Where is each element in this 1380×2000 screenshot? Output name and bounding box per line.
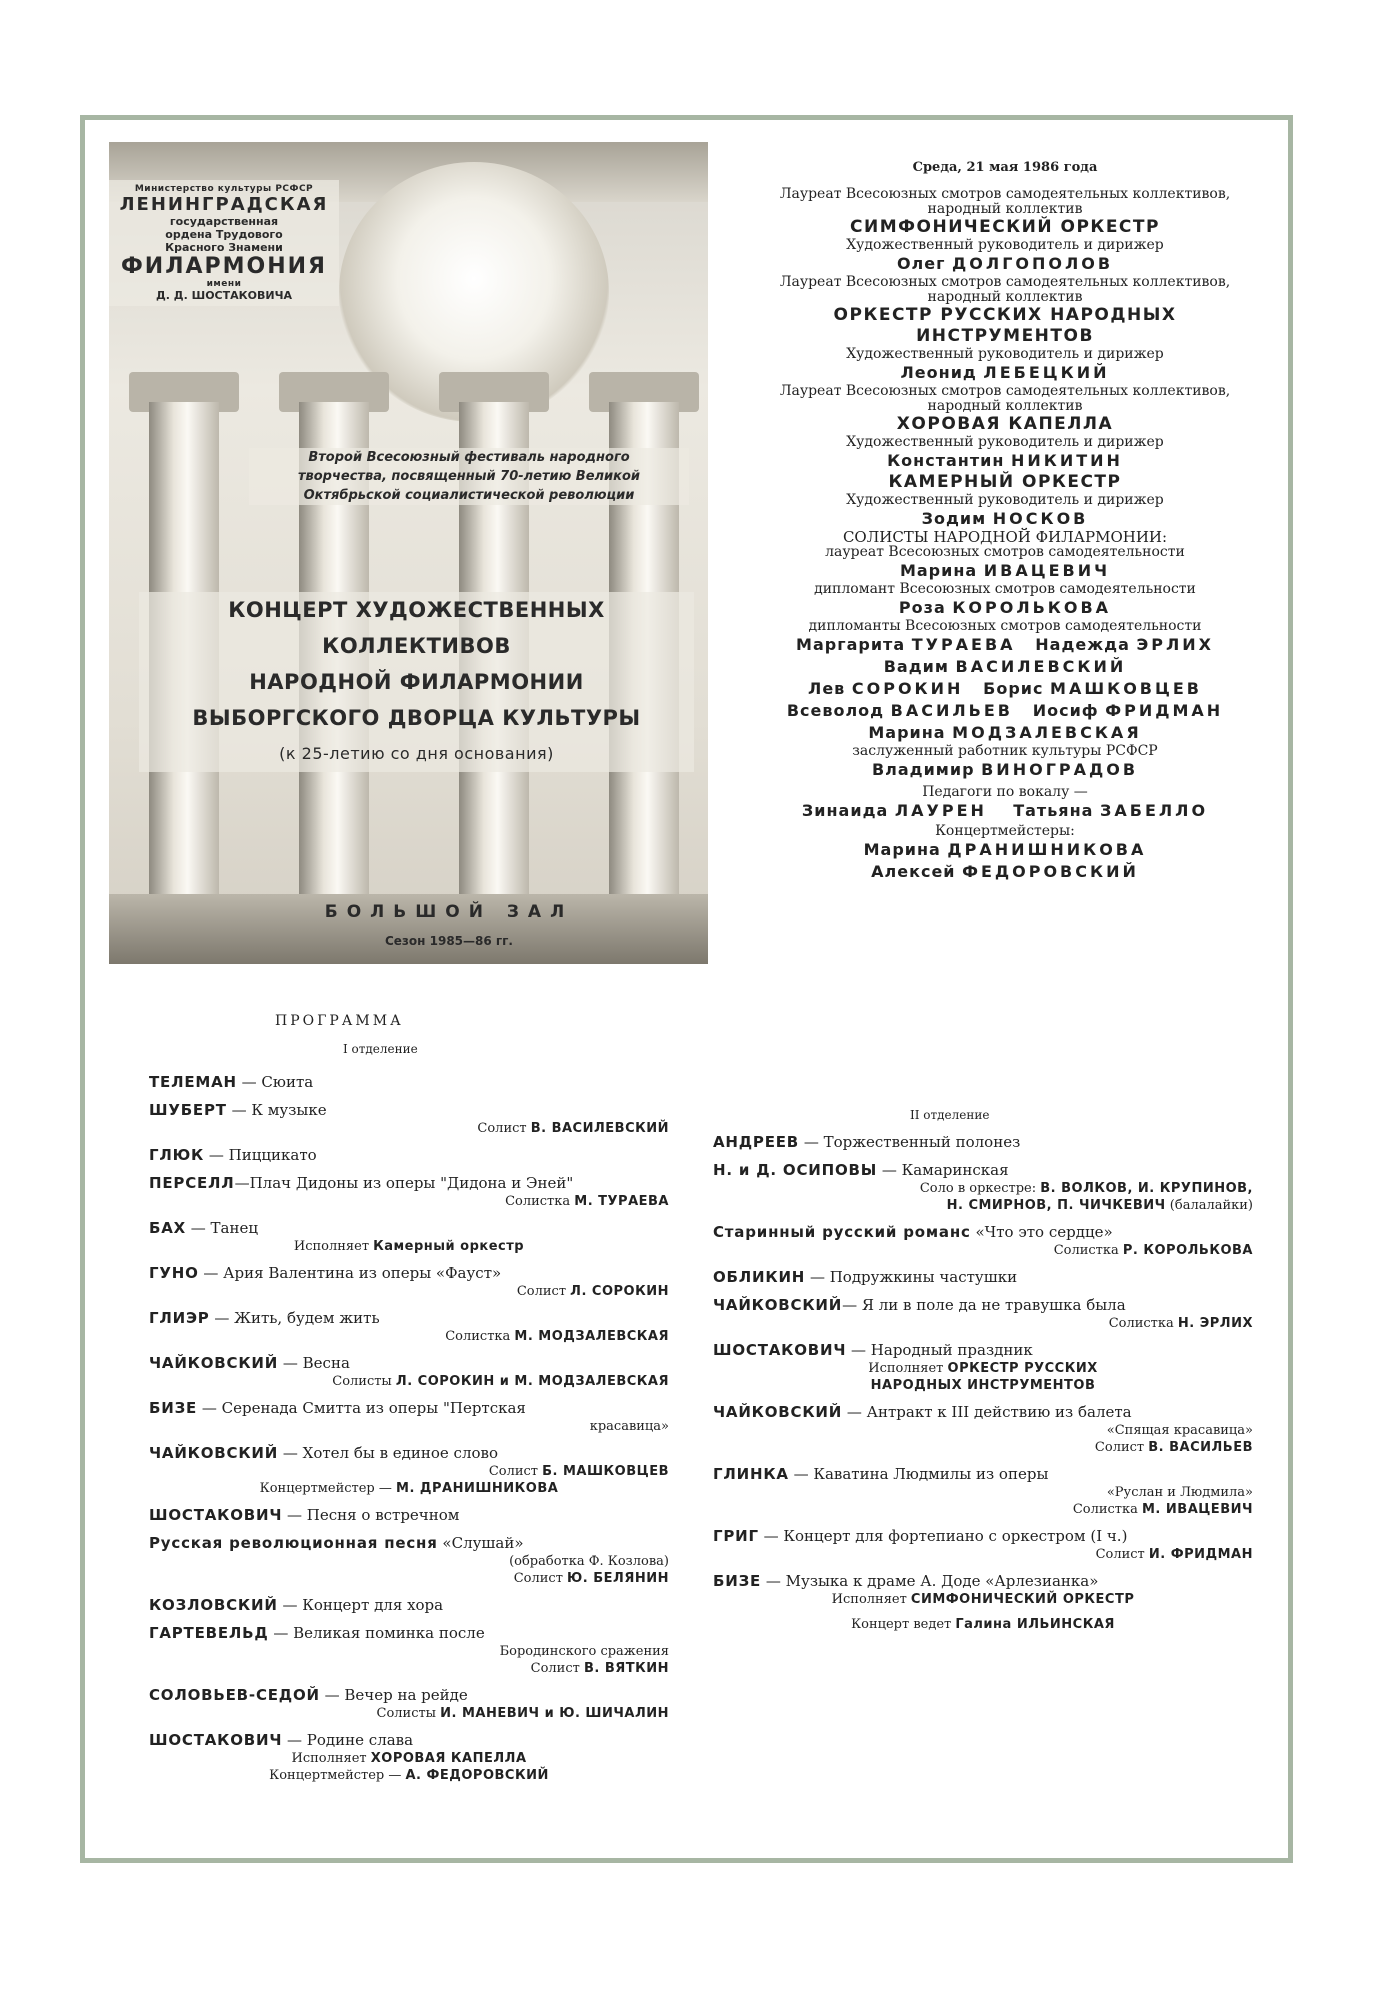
program-item: [713, 1268, 1253, 1287]
performer-name: И. ФРИДМАН: [1148, 1547, 1253, 1562]
performer-name: В. ВАСИЛЕВСКИЙ: [530, 1121, 669, 1136]
work-title-cont: (обработка Ф. Козлова): [509, 1554, 669, 1569]
program-item: [149, 1534, 669, 1587]
performer-line: [149, 1570, 669, 1587]
cast-line: Лауреат Всесоюзных смотров самодеятельных коллективов,: [779, 186, 1231, 202]
program-work-line: [713, 1133, 1253, 1152]
festival-line-3: Октябрьской социалистической революции: [303, 488, 635, 503]
composer-name: ШОСТАКОВИЧ: [149, 1506, 283, 1524]
program-item: [713, 1465, 1253, 1518]
org-header: [109, 180, 339, 306]
order-line-1: ордена Трудового: [165, 228, 283, 241]
performer-line: [713, 1591, 1253, 1608]
program-item: [713, 1572, 1253, 1608]
work-title: — Концерт для фортепиано с оркестром (I ч.): [758, 1527, 1128, 1545]
work-title-cont: «Спящая красавица»: [1106, 1423, 1253, 1438]
cast-line: дипломант Всесоюзных смотров самодеятельности: [814, 581, 1196, 597]
work-title: — Вечер на рейде: [319, 1686, 468, 1704]
program-item: [149, 1309, 669, 1345]
program-item: [149, 1146, 669, 1165]
performer-role: Солист: [513, 1571, 568, 1586]
composer-name: ШОСТАКОВИЧ: [713, 1341, 847, 1359]
composer-name: БИЗЕ: [713, 1572, 762, 1590]
program-item: [149, 1506, 669, 1525]
named-line: имени: [206, 279, 242, 289]
work-title-cont: красавица»: [589, 1419, 669, 1434]
program-item: [149, 1174, 669, 1210]
accompanists-heading: Концертмейстеры:: [935, 823, 1075, 839]
performer-line: [713, 1439, 1253, 1456]
work-title: — Родине слава: [282, 1731, 414, 1749]
work-title: — К музыке: [226, 1101, 327, 1119]
program-item: [713, 1527, 1253, 1563]
performer-name: Ю. БЕЛЯНИН: [567, 1571, 669, 1586]
performer-name: НАРОДНЫХ ИНСТРУМЕНТОВ: [870, 1378, 1096, 1393]
cast-line: Художественный руководитель и дирижер: [846, 346, 1164, 362]
program-item: [149, 1399, 669, 1435]
composer-name: ЧАЙКОВСКИЙ: [713, 1403, 843, 1421]
composer-name: Русская революционная песня: [149, 1534, 438, 1552]
program-item: [713, 1133, 1253, 1152]
season-text: Сезон 1985—86 гг.: [384, 934, 513, 948]
program-item: [713, 1341, 1253, 1394]
performer-line: [149, 1373, 669, 1390]
program-work-line: [149, 1073, 669, 1092]
teacher-names: Зинаида ЛАУРЕН Татьяна ЗАБЕЛЛО: [801, 801, 1209, 820]
cast-line: Лауреат Всесоюзных смотров самодеятельных коллективов,: [779, 274, 1231, 290]
work-title: — Камаринская: [877, 1161, 1009, 1179]
cast-line: Художественный руководитель и дирижер: [846, 237, 1164, 253]
composer-name: АНДРЕЕВ: [713, 1133, 800, 1151]
performer-role: Солисты: [376, 1706, 441, 1721]
program-work-line: [149, 1399, 669, 1418]
performer-role: Исполняет: [868, 1361, 948, 1376]
festival-text: [249, 448, 689, 505]
performer-role: Исполняет: [831, 1592, 911, 1607]
performer-name: М. ДРАНИШНИКОВА: [396, 1481, 559, 1496]
title-subtitle: (к 25-летию со дня основания): [279, 744, 554, 763]
performer-name: И. МАНЕВИЧ и Ю. ШИЧАЛИН: [440, 1706, 669, 1721]
program-item: [149, 1624, 669, 1677]
program-item: [713, 1296, 1253, 1332]
composer-name: ШУБЕРТ: [149, 1101, 227, 1119]
performer-role: Солистка: [445, 1329, 515, 1344]
soloist-name: Марина МОДЗАЛЕВСКАЯ: [868, 723, 1142, 742]
performer-role: Солистка: [1072, 1502, 1142, 1517]
composer-name: ШОСТАКОВИЧ: [149, 1731, 283, 1749]
program-work-line: [149, 1146, 669, 1165]
performer-name: Л. СОРОКИН: [570, 1284, 669, 1299]
title-line-1: КОНЦЕРТ ХУДОЖЕСТВЕННЫХ КОЛЛЕКТИВОВ: [228, 598, 605, 658]
performer-line: [149, 1238, 669, 1255]
work-title: «Слушай»: [437, 1534, 524, 1552]
program-work-line: [149, 1596, 669, 1615]
conductor-name: Леонид ЛЕБЕЦКИЙ: [900, 363, 1110, 382]
work-title: — Весна: [278, 1354, 350, 1372]
performer-name: ОРКЕСТР РУССКИХ: [947, 1361, 1098, 1376]
performer-role: Солистка: [505, 1194, 575, 1209]
composer-name: ГАРТЕВЕЛЬД: [149, 1624, 269, 1642]
work-title: — Народный праздник: [846, 1341, 1033, 1359]
performer-name: В. ВОЛКОВ, И. КРУПИНОВ,: [1040, 1181, 1253, 1196]
program-work-line: [149, 1444, 669, 1463]
work-title: — Ария Валентина из оперы «Фауст»: [198, 1264, 502, 1282]
ensemble-name: ХОРОВАЯ КАПЕЛЛА: [896, 414, 1114, 434]
program-work-line: [713, 1268, 1253, 1287]
performer-name: Р. КОРОЛЬКОВА: [1122, 1243, 1253, 1258]
cast-line: народный коллектив: [927, 289, 1083, 305]
performer-role: Солист: [477, 1121, 531, 1136]
performer-role: Соло в оркестре:: [919, 1181, 1041, 1196]
program-item: [149, 1686, 669, 1722]
program-part-2: [713, 1133, 1253, 1632]
performer-role: Исполняет: [291, 1751, 371, 1766]
performer-line: [713, 1242, 1253, 1259]
page-frame: [80, 115, 1293, 1863]
performer-role: Солист: [1094, 1440, 1149, 1455]
conductor-name: Олег ДОЛГОПОЛОВ: [896, 254, 1114, 273]
program-work-line: [713, 1527, 1253, 1546]
work-title: — Музыка к драме А. Доде «Арлезианка»: [761, 1572, 1099, 1590]
program-work-line: [149, 1731, 669, 1750]
work-title: — Сюита: [236, 1073, 314, 1091]
performer-line: [149, 1705, 669, 1722]
performer-name: М. ТУРАЕВА: [574, 1194, 669, 1209]
ensemble-name: СИМФОНИЧЕСКИЙ ОРКЕСТР: [850, 217, 1160, 237]
program-item: [713, 1223, 1253, 1259]
performer-role: Солист: [516, 1284, 571, 1299]
cast-list: [725, 160, 1285, 883]
program-part-1: [149, 1073, 669, 1793]
program-work-line: [149, 1264, 669, 1283]
cast-line: Художественный руководитель и дирижер: [846, 492, 1164, 508]
work-title: — Жить, будем жить: [209, 1309, 380, 1327]
program-item: [713, 1403, 1253, 1456]
performer-line: [149, 1750, 669, 1767]
cast-line: народный коллектив: [927, 201, 1083, 217]
program-work-line: [149, 1309, 669, 1328]
program-work-line: [149, 1534, 669, 1553]
conductor-name: Зодим НОСКОВ: [921, 509, 1089, 528]
performer-name: В. ВЯТКИН: [583, 1661, 669, 1676]
performer-line: [713, 1377, 1253, 1394]
soloist-names: Маргарита ТУРАЕВА Надежда ЭРЛИХ: [796, 635, 1214, 654]
soloist-name: Роза КОРОЛЬКОВА: [898, 598, 1112, 617]
program-item: [149, 1354, 669, 1390]
program-work-line: [149, 1174, 669, 1193]
work-title: — Песня о встречном: [282, 1506, 460, 1524]
performer-role: (балалайки): [1165, 1198, 1253, 1213]
composer-name: ОБЛИКИН: [713, 1268, 806, 1286]
ensemble-name: ОРКЕСТР РУССКИХ НАРОДНЫХ: [833, 305, 1177, 325]
program-work-line: [713, 1161, 1253, 1180]
conductor-name: Константин НИКИТИН: [887, 451, 1123, 470]
program-work-line: [149, 1101, 669, 1120]
program-work-line: [149, 1219, 669, 1238]
performer-name: СИМФОНИЧЕСКИЙ ОРКЕСТР: [910, 1592, 1135, 1607]
performer-name: А. ФЕДОРОВСКИЙ: [405, 1768, 549, 1783]
cast-line: дипломанты Всесоюзных смотров самодеятельности: [808, 618, 1202, 634]
performer-role: Солистка: [1053, 1243, 1123, 1258]
part-1-heading: I отделение: [343, 1042, 418, 1056]
performer-line: [149, 1328, 669, 1345]
work-title: — Пиццикато: [204, 1146, 317, 1164]
performer-line: [713, 1315, 1253, 1332]
performer-line: [713, 1360, 1253, 1377]
cast-line: народный коллектив: [927, 398, 1083, 414]
performer-name: Н. СМИРНОВ, П. ЧИЧКЕВИЧ: [946, 1198, 1166, 1213]
composer-name: ГЛИЭР: [149, 1309, 210, 1327]
work-title: «Что это сердце»: [970, 1223, 1113, 1241]
performer-role: Солистка: [1108, 1316, 1178, 1331]
soloist-name: Владимир ВИНОГРАДОВ: [871, 760, 1139, 779]
performer-role: Солист: [488, 1464, 543, 1479]
program-work-line: [713, 1403, 1253, 1422]
performer-name: В. ВАСИЛЬЕВ: [1148, 1440, 1253, 1455]
program-work-line: [149, 1506, 669, 1525]
composer-name: ЧАЙКОВСКИЙ: [149, 1354, 279, 1372]
festival-line-1: Второй Всесоюзный фестиваль народного: [308, 450, 630, 465]
work-title: —Плач Дидоны из оперы "Дидона и Эней": [234, 1174, 574, 1192]
accompanist-name: Марина ДРАНИШНИКОВА: [863, 840, 1147, 859]
part-2-heading: II отделение: [910, 1108, 990, 1122]
performer-role: Солист: [530, 1661, 584, 1676]
cast-line: лауреат Всесоюзных смотров самодеятельности: [825, 544, 1185, 560]
performer-name: М. ИВАЦЕВИЧ: [1142, 1502, 1253, 1517]
performer-line: [149, 1463, 669, 1480]
composer-name: ГЛИНКА: [713, 1465, 789, 1483]
order-line-2: Красного Знамени: [165, 241, 283, 254]
soloist-name: Марина ИВАЦЕВИЧ: [899, 561, 1111, 580]
title-line-2: НАРОДНОЙ ФИЛАРМОНИИ: [249, 670, 584, 694]
performer-line: [149, 1283, 669, 1300]
work-title: — Танец: [186, 1219, 259, 1237]
title-line-3: ВЫБОРГСКОГО ДВОРЦА КУЛЬТУРЫ: [192, 706, 641, 730]
accompanist-name: Алексей ФЕДОРОВСКИЙ: [871, 862, 1139, 881]
soloist-names: Лев СОРОКИН Борис МАШКОВЦЕВ: [808, 679, 1202, 698]
performer-line: [713, 1180, 1253, 1197]
work-title: — Хотел бы в единое слово: [278, 1444, 498, 1462]
performer-name: Камерный оркестр: [373, 1239, 525, 1254]
soloist-names: Всеволод ВАСИЛЬЕВ Иосиф ФРИДМАН: [786, 701, 1224, 720]
program-work-line: [149, 1624, 669, 1643]
program-work-line: [713, 1296, 1253, 1315]
program-work-line: [713, 1572, 1253, 1591]
program-item: [149, 1731, 669, 1784]
performer-line: [149, 1660, 669, 1677]
performer-line: [149, 1120, 669, 1137]
composer-name: БАХ: [149, 1219, 187, 1237]
composer-name: БИЗЕ: [149, 1399, 198, 1417]
soloists-heading: СОЛИСТЫ НАРОДНОЙ ФИЛАРМОНИИ:: [842, 528, 1168, 546]
concert-title: [139, 592, 694, 772]
work-title: — Торжественный полонез: [799, 1133, 1021, 1151]
festival-line-2: творчества, посвященный 70-летию Великой: [297, 469, 641, 484]
program-item: [149, 1073, 669, 1092]
named-after-line: Д. Д. ШОСТАКОВИЧА: [156, 289, 292, 302]
work-title: — Серенада Смитта из оперы "Пертская: [197, 1399, 526, 1417]
performer-name: Н. ЭРЛИХ: [1177, 1316, 1253, 1331]
work-title: — Подружкины частушки: [805, 1268, 1018, 1286]
hall-name: БОЛЬШОЙ ЗАЛ: [324, 902, 574, 922]
program-work-line: [713, 1465, 1253, 1484]
performer-role: Солисты: [332, 1374, 396, 1389]
soloist-name: Вадим ВАСИЛЕВСКИЙ: [883, 657, 1127, 676]
program-item: [149, 1444, 669, 1497]
composer-name: Н. и Д. ОСИПОВЫ: [713, 1161, 878, 1179]
composer-name: КОЗЛОВСКИЙ: [149, 1596, 278, 1614]
performer-role: Концертмейстер —: [259, 1481, 397, 1496]
performer-role: Исполняет: [293, 1239, 374, 1254]
cover-poster: [109, 142, 708, 964]
work-title: — Антракт к III действию из балета: [842, 1403, 1132, 1421]
composer-name: ГЛЮК: [149, 1146, 205, 1164]
composer-name: ТЕЛЕМАН: [149, 1073, 237, 1091]
work-title-cont: Бородинского сражения: [499, 1644, 669, 1659]
ministry-line: Министерство культуры РСФСР: [134, 184, 314, 194]
composer-name: ЧАЙКОВСКИЙ: [713, 1296, 843, 1314]
composer-name: ПЕРСЕЛЛ: [149, 1174, 235, 1192]
program-item: [149, 1264, 669, 1300]
host-name: Галина ИЛЬИНСКАЯ: [955, 1617, 1115, 1632]
cast-line: заслуженный работник культуры РСФСР: [852, 743, 1158, 759]
concert-date: Среда, 21 мая 1986 года: [912, 160, 1098, 175]
performer-role: Концертмейстер —: [269, 1768, 406, 1783]
performer-role: Солист: [1095, 1547, 1149, 1562]
program-item: [149, 1101, 669, 1137]
program-work-line: [149, 1354, 669, 1373]
program-work-line: [713, 1341, 1253, 1360]
program-item: [149, 1219, 669, 1255]
state-line: государственная: [169, 215, 279, 228]
ensemble-name: ИНСТРУМЕНТОВ: [916, 326, 1094, 346]
work-title: — Каватина Людмилы из оперы: [788, 1465, 1049, 1483]
performer-name: ХОРОВАЯ КАПЕЛЛА: [370, 1751, 527, 1766]
performer-line: [149, 1480, 669, 1497]
org-name: ФИЛАРМОНИЯ: [120, 254, 327, 279]
program-heading: ПРОГРАММА: [275, 1013, 404, 1029]
performer-line: [149, 1193, 669, 1210]
program-work-line: [713, 1223, 1253, 1242]
composer-name: ЧАЙКОВСКИЙ: [149, 1444, 279, 1462]
host-label: Концерт ведет: [851, 1617, 956, 1632]
performer-name: Б. МАШКОВЦЕВ: [542, 1464, 669, 1479]
performer-line: [149, 1767, 669, 1784]
work-title-cont: «Руслан и Людмила»: [1106, 1485, 1253, 1500]
program-work-line: [149, 1686, 669, 1705]
work-title: — Я ли в поле да не травушка была: [842, 1296, 1126, 1314]
performer-line: [713, 1546, 1253, 1563]
work-title: — Концерт для хора: [277, 1596, 444, 1614]
composer-name: СОЛОВЬЕВ-СЕДОЙ: [149, 1686, 320, 1704]
city-line: ЛЕНИНГРАДСКАЯ: [119, 194, 329, 215]
cast-line: Художественный руководитель и дирижер: [846, 434, 1164, 450]
vocal-teachers-heading: Педагоги по вокалу —: [922, 784, 1088, 800]
concert-host: [713, 1617, 1253, 1632]
performer-name: М. МОДЗАЛЕВСКАЯ: [514, 1329, 669, 1344]
performer-line: [713, 1197, 1253, 1214]
cast-line: Лауреат Всесоюзных смотров самодеятельных коллективов,: [779, 383, 1231, 399]
performer-line: [713, 1501, 1253, 1518]
program-item: [713, 1161, 1253, 1214]
composer-name: ГУНО: [149, 1264, 199, 1282]
composer-name: Старинный русский романс: [713, 1223, 971, 1241]
work-title: — Великая поминка после: [268, 1624, 485, 1642]
performer-name: Л. СОРОКИН и М. МОДЗАЛЕВСКАЯ: [395, 1374, 669, 1389]
composer-name: ГРИГ: [713, 1527, 759, 1545]
ensemble-name: КАМЕРНЫЙ ОРКЕСТР: [888, 472, 1122, 492]
program-item: [149, 1596, 669, 1615]
